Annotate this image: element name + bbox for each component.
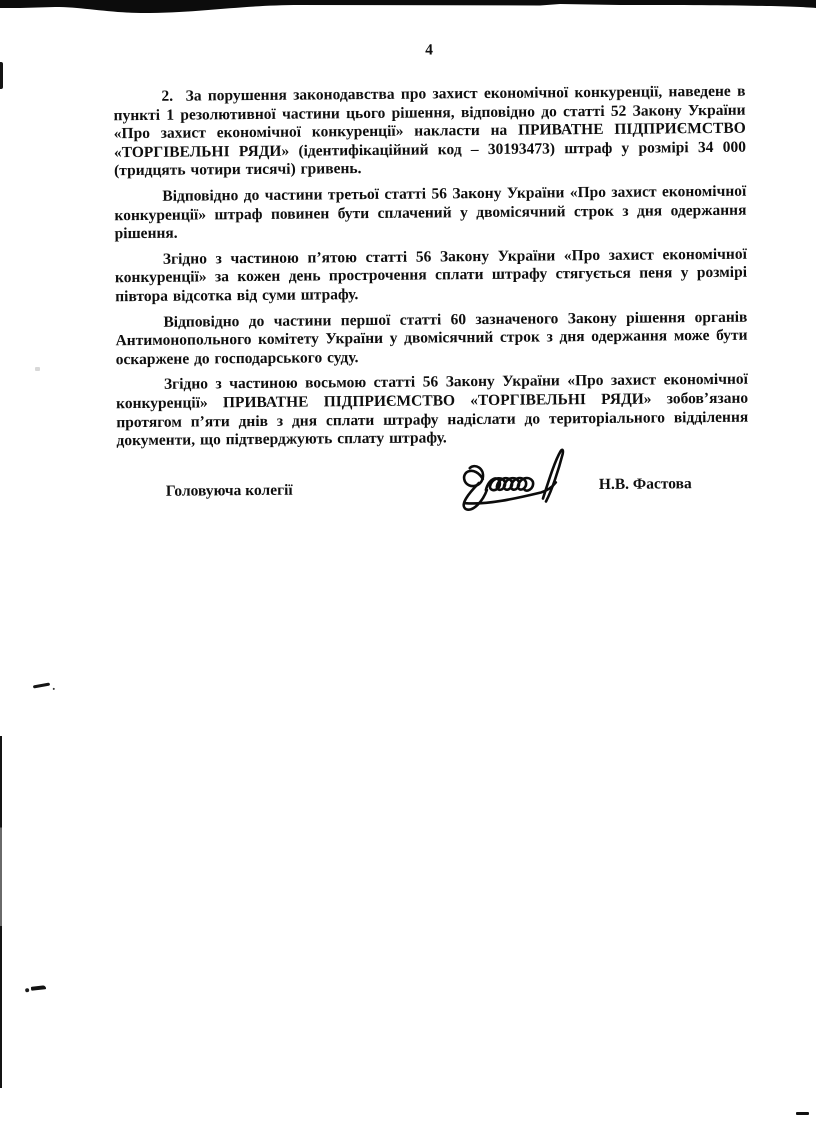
scan-mark-top-left <box>0 62 3 89</box>
scan-mark-bottom-right <box>796 1112 809 1115</box>
body-paragraph-penalty: Згідно з частиною п’ятою статті 56 Закону України «Про захист економічної конкуренції» за кожен день прострочення сплати штрафу стягується пеня у розмірі півтора відсотка від суми штрафу. <box>114 245 748 306</box>
scan-mark-dash-upper <box>33 683 50 689</box>
signer-name: Н.В. Фастова <box>598 474 692 493</box>
body-paragraph-proof-of-payment: Згідно з частиною восьмою статті 56 Закону України «Про захист економічної конкуренції» ПРИВАТНЕ ПІДПРИЄМСТВО «ТОРГІВЕЛЬНІ РЯДИ» зобов’язано протягом п’яти днів з дня сплати штрафу надіслати до територіального відділення документи, що підтверджують сплату штрафу. <box>116 370 749 450</box>
document-content <box>113 0 750 553</box>
body-paragraph-appeal: Відповідно до частини першої статті 60 зазначеного Закону рішення органів Антимонопольного комітету України у двомісячний строк з дня одержання може бути оскаржене до господарського суду. <box>115 308 748 368</box>
scan-mark-faint <box>35 367 40 371</box>
signature-block <box>117 452 750 553</box>
page-number: 4 <box>425 41 433 59</box>
scan-mark-dash-lower <box>31 985 46 991</box>
signature-scrawl <box>453 448 586 515</box>
signer-role: Головуюча колегії <box>165 481 293 500</box>
scan-edge-artifact-left <box>0 736 2 1088</box>
body-paragraph-payment-term: Відповідно до частини третьої статті 56 Закону України «Про захист економічної конкуренції» штраф повинен бути сплачений у двомісячний строк з дня одержання рішення. <box>114 182 747 243</box>
body-paragraph-fine: 2. За порушення законодавства про захист економічної конкуренції, наведене в пункті 1 резолютивної частини цього рішення, відповідно до статті 52 Закону України «Про захист економічної конкуренції» накласти на ПРИВАТНЕ ПІДПРИЄМСТВО «ТОРГІВЕЛЬНІ РЯДИ» (ідентифікаційний код – 30193473) штраф у розмірі 34 000 (тридцять чотири тисячі) гривень. <box>113 82 746 180</box>
